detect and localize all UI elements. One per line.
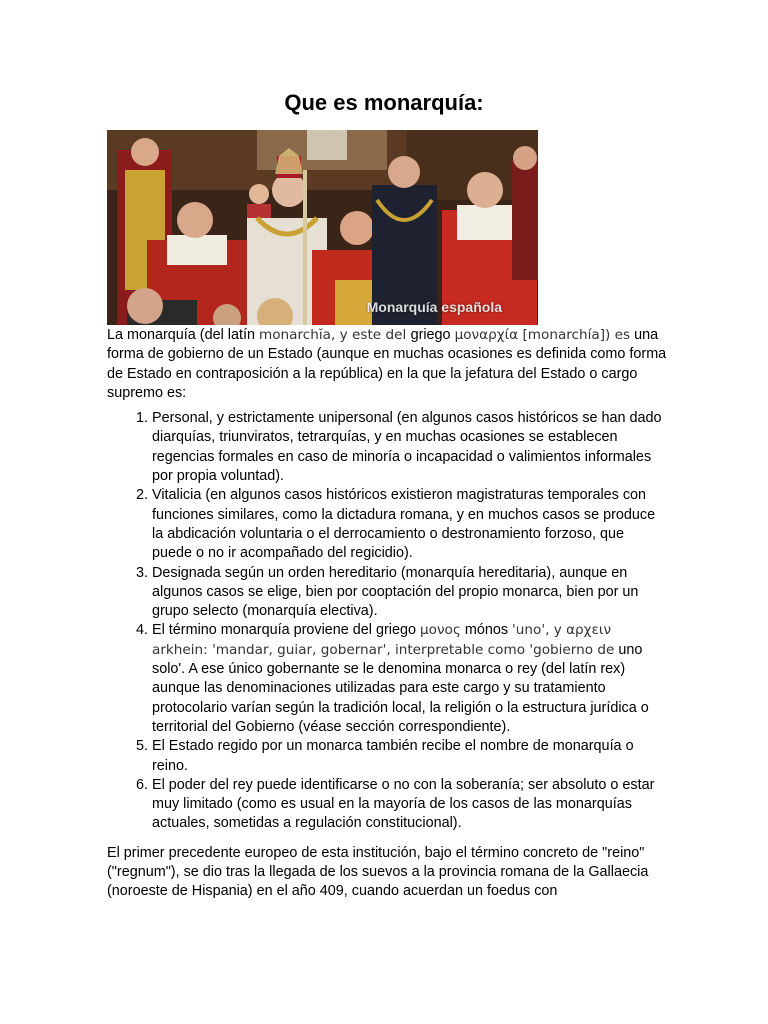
photo-caption: Monarquía española <box>366 299 502 315</box>
list-item: 2. Vitalicia (en algunos casos históricos existieron magistraturas temporales con funciones similares, como la dictadura romana, y en muchos casos se produce la abdicación voluntaria o el derrocamiento o destronamiento forzoso, que puede o no ir acompañado del regicidio). <box>152 486 667 563</box>
item4-greek-1: μονος <box>419 622 461 639</box>
intro-latin-text: monarchĭa, y este del <box>259 327 411 343</box>
ceremony-photo-illustration <box>107 130 538 325</box>
characteristics-list <box>107 409 667 834</box>
item4-greek-2: 'uno', y αρχειν arkhein: 'mandar, guiar, gobernar', interpretable como 'gobierno de <box>152 622 615 658</box>
item4-text-3: uno solo'. A ese único gobernante se le denomina monarca o rey (del latín rex) aunque las denominaciones utilizadas para este cargo y su tratamiento protocolario varían según la tradición local, la religión o la estructura jurídica o territorial del Gobierno (véase sección correspondiente). <box>152 641 649 735</box>
list-item: 1. Personal, y estrictamente unipersonal (en algunos casos históricos se han dado diarquías, triunviratos, tetrarquías, y en muchas ocasiones se establecen regencias formales en caso de minoría o incapacidad o valimientos informales por propia voluntad). <box>152 409 667 486</box>
ceremony-photo <box>107 130 538 325</box>
intro-paragraph <box>107 326 667 403</box>
intro-text-3: una forma de gobierno de un Estado (aunque en muchas ocasiones es definida como forma de Estado en contraposición a la república) en la que la jefatura del Estado o cargo supremo es: <box>107 327 667 401</box>
list-item <box>152 621 667 737</box>
item4-text-2: mónos <box>460 622 513 639</box>
list-item: 6. El poder del rey puede identificarse o no con la soberanía; ser absoluto o estar muy limitado (como es usual en la mayoría de los casos de las monarquías actuales, sometidas a regulación constitucional). <box>152 776 667 834</box>
document-body <box>107 326 667 902</box>
page-title: Que es monarquía: <box>284 90 484 115</box>
intro-text-2: griego <box>410 327 455 343</box>
history-paragraph: El primer precedente europeo de esta institución, bajo el término concreto de "reino" ("regnum"), se dio tras la llegada de los suevos a la provincia romana de la Gallaecia (noroeste de Hispania) en el año 409, cuando acuerdan un foedus con <box>107 844 649 900</box>
intro-text-1: La monarquía (del latín <box>107 327 259 343</box>
item4-text-1: El término monarquía proviene del griego <box>152 622 420 639</box>
intro-greek-text: μοναρχία [monarchía]) es <box>454 327 631 343</box>
list-item: 5. El Estado regido por un monarca también recibe el nombre de monarquía o reino. <box>152 737 667 776</box>
list-item: 3. Designada según un orden hereditario (monarquía hereditaria), aunque en algunos casos se elige, bien por cooptación del propio monarca, bien por un grupo selecto (monarquía electiva). <box>152 564 667 622</box>
